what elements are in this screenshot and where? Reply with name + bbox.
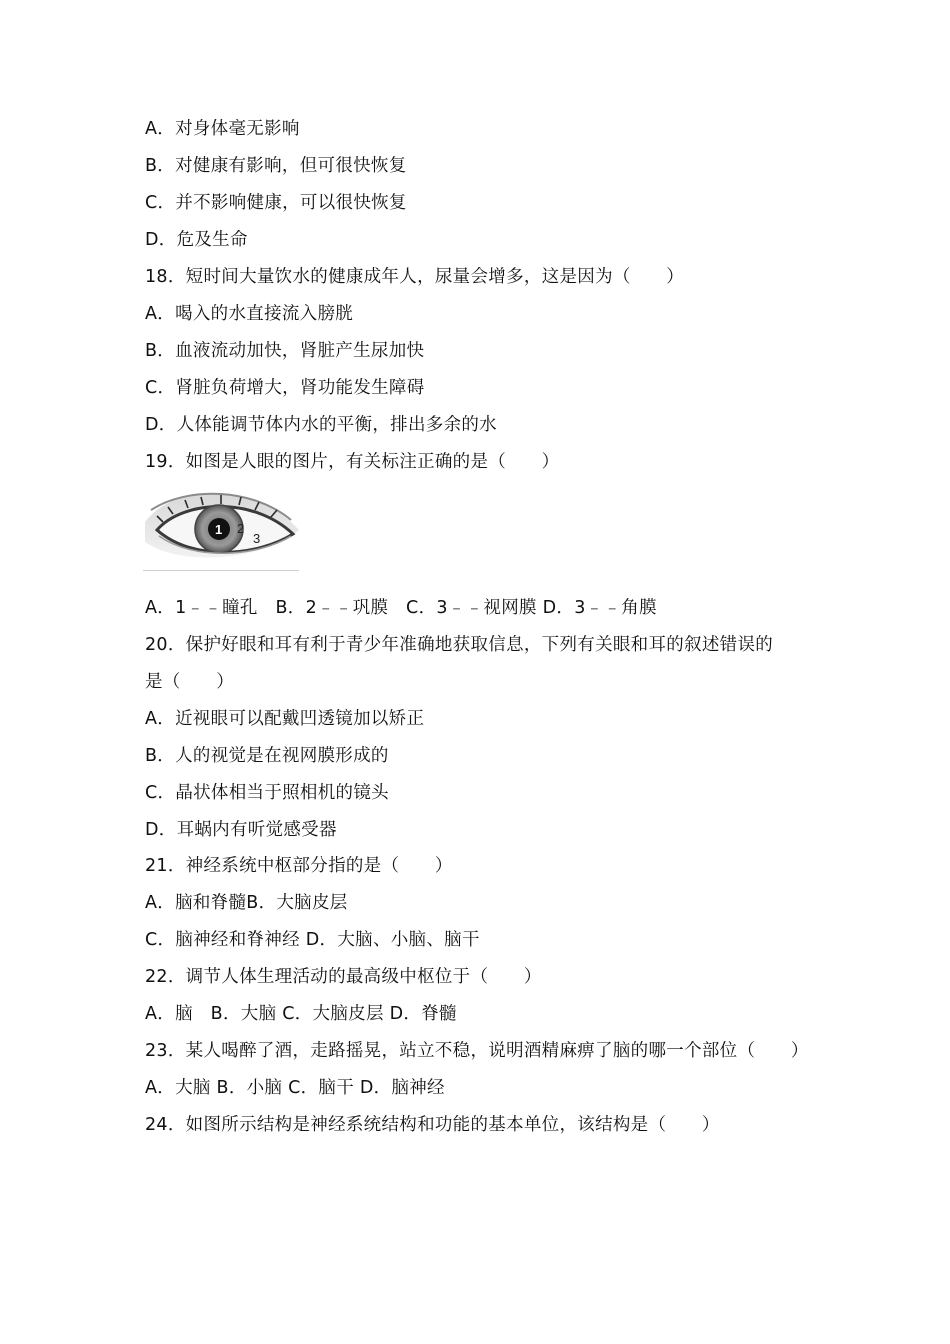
q17-option-c: C．并不影响健康，可以很快恢复 bbox=[145, 193, 407, 213]
q21-options-line2: C．脑神经和脊神经 D．大脑、小脑、脑干 bbox=[145, 930, 480, 950]
q18-option-a: A．喝入的水直接流入膀胱 bbox=[145, 304, 354, 324]
q18-option-b: B．血液流动加快，肾脏产生尿加快 bbox=[145, 341, 425, 361]
q23-stem: 23．某人喝醉了酒，走路摇晃，站立不稳，说明酒精麻痹了脑的哪一个部位（ ） bbox=[145, 1041, 809, 1061]
q21-options-line1: A．脑和脊髓B．大脑皮层 bbox=[145, 893, 348, 913]
q20-option-d: D．耳蜗内有听觉感受器 bbox=[145, 820, 337, 840]
q24-stem: 24．如图所示结构是神经系统结构和功能的基本单位，该结构是（ ） bbox=[145, 1115, 720, 1135]
eye-figure bbox=[143, 482, 301, 572]
q22-stem: 22．调节人体生理活动的最高级中枢位于（ ） bbox=[145, 967, 542, 987]
q17-option-a: A．对身体毫无影响 bbox=[145, 119, 300, 139]
figure-label-3: 3 bbox=[253, 531, 261, 546]
q19-stem: 19．如图是人眼的图片，有关标注正确的是（ ） bbox=[145, 452, 560, 472]
q20-option-b: B．人的视觉是在视网膜形成的 bbox=[145, 746, 389, 766]
q20-stem-line1: 20．保护好眼和耳有利于青少年准确地获取信息，下列有关眼和耳的叙述错误的 bbox=[145, 635, 774, 655]
figure-label-1: 1 bbox=[215, 522, 223, 537]
q18-stem: 18．短时间大量饮水的健康成年人，尿量会增多，这是因为（ ） bbox=[145, 267, 685, 287]
q20-stem-line2: 是（ ） bbox=[145, 672, 234, 692]
q20-option-c: C．晶状体相当于照相机的镜头 bbox=[145, 783, 389, 803]
figure-label-2: 2 bbox=[237, 521, 245, 536]
q21-stem: 21．神经系统中枢部分指的是（ ） bbox=[145, 856, 453, 876]
q19-options: A．1﹣﹣瞳孔 B．2﹣﹣巩膜 C．3﹣﹣视网膜 D．3﹣﹣角膜 bbox=[145, 598, 657, 618]
q18-option-c: C．肾脏负荷增大，肾功能发生障碍 bbox=[145, 378, 425, 398]
q17-option-d: D．危及生命 bbox=[145, 230, 248, 250]
figure-underline bbox=[143, 570, 299, 571]
q23-options: A．大脑 B．小脑 C．脑干 D．脑神经 bbox=[145, 1078, 445, 1098]
q20-option-a: A．近视眼可以配戴凹透镜加以矫正 bbox=[145, 709, 425, 729]
q18-option-d: D．人体能调节体内水的平衡，排出多余的水 bbox=[145, 415, 497, 435]
q17-option-b: B．对健康有影响，但可很快恢复 bbox=[145, 156, 407, 176]
q22-options: A．脑 B．大脑 C．大脑皮层 D．脊髓 bbox=[145, 1004, 457, 1024]
